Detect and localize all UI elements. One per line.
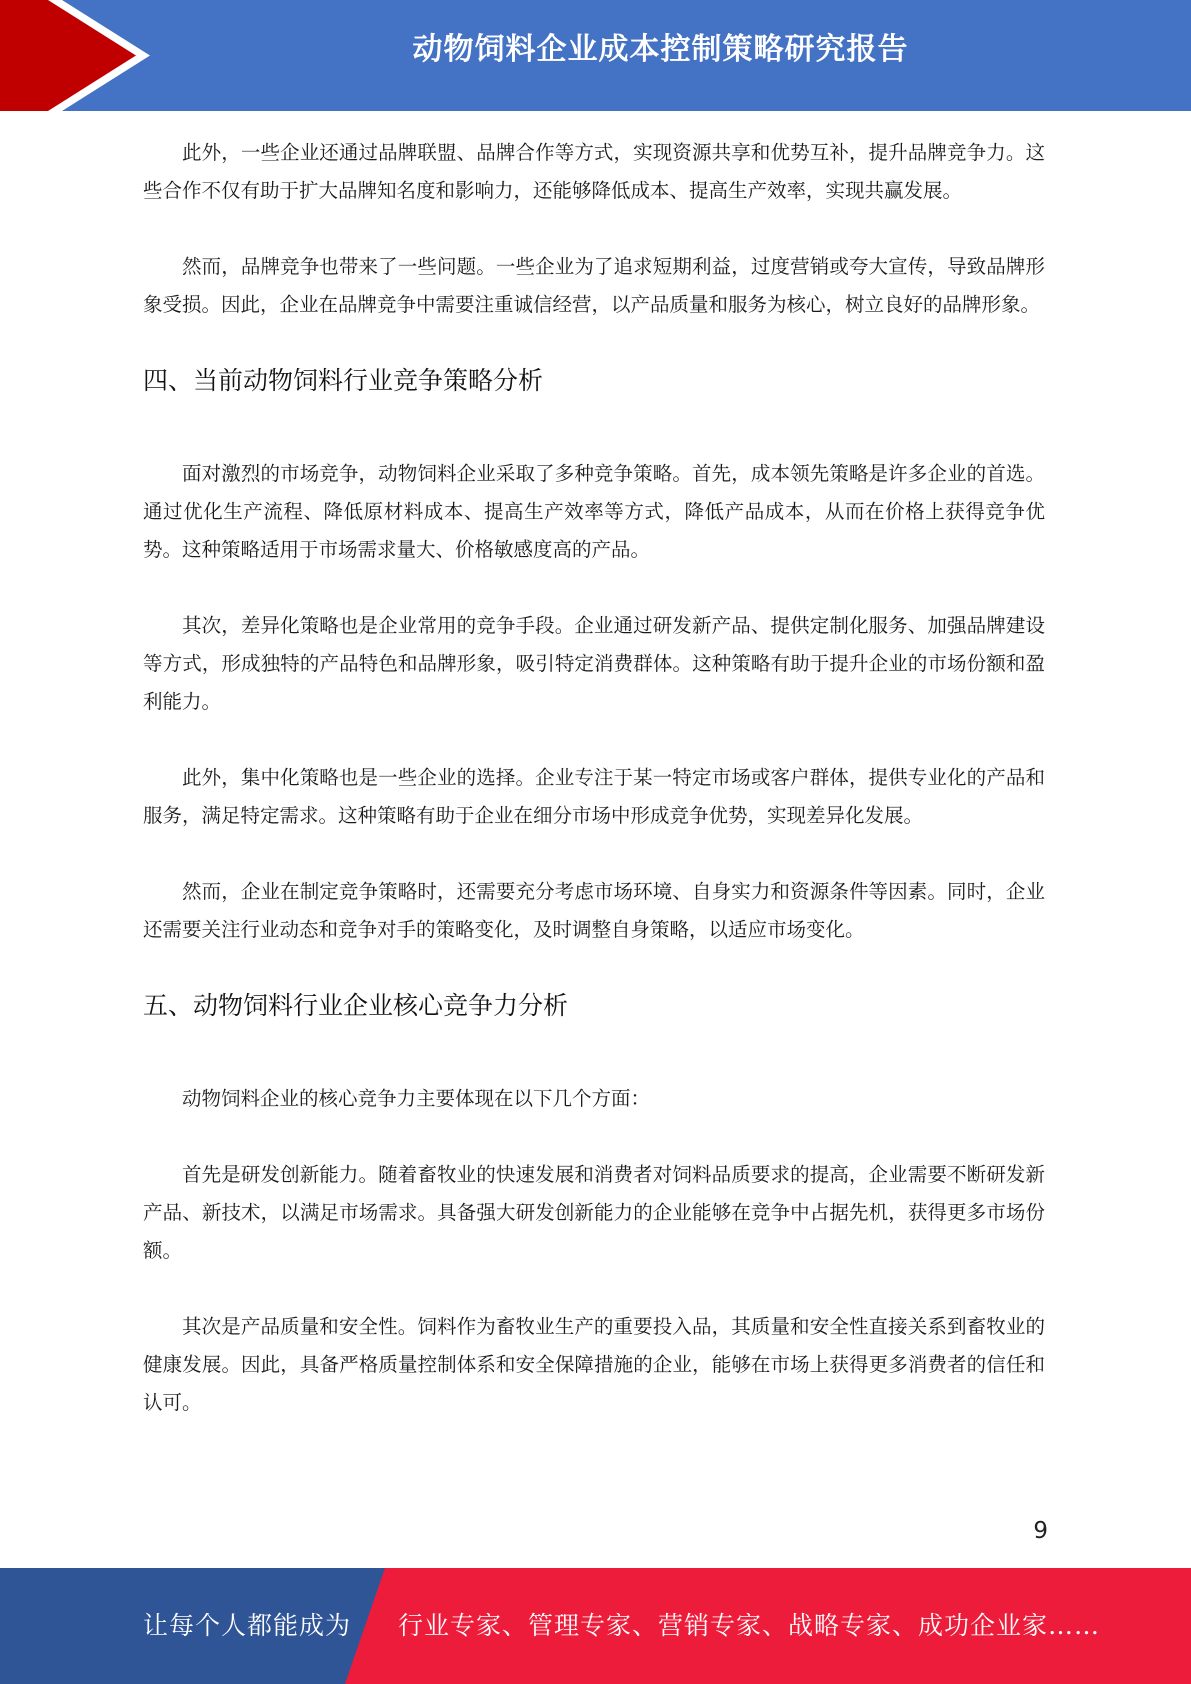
paragraph: 此外，集中化策略也是一些企业的选择。企业专注于某一特定市场或客户群体，提供专业化的产品和服务，满足特定需求。这种策略有助于企业在细分市场中形成竞争优势，实现差异化发展。 xyxy=(143,766,1045,827)
paragraph: 然而，企业在制定竞争策略时，还需要充分考虑市场环境、自身实力和资源条件等因素。同时，企业还需要关注行业动态和竞争对手的策略变化，及时调整自身策略，以适应市场变化。 xyxy=(143,880,1045,941)
section-heading-4: 四、当前动物饲料行业竞争策略分析 xyxy=(143,366,544,395)
paragraph: 面对激烈的市场竞争，动物饲料企业采取了多种竞争策略。首先，成本领先策略是许多企业的首选。通过优化生产流程、降低原材料成本、提高生产效率等方式，降低产品成本，从而在价格上获得竞争优势。这种策略适用于市场需求量大、价格敏感度高的产品。 xyxy=(143,462,1045,561)
page-header xyxy=(0,0,1191,111)
paragraph: 此外，一些企业还通过品牌联盟、品牌合作等方式，实现资源共享和优势互补，提升品牌竞争力。这些合作不仅有助于扩大品牌知名度和影响力，还能够降低成本、提高生产效率，实现共赢发展。 xyxy=(143,141,1045,202)
section-heading-5: 五、动物饲料行业企业核心竞争力分析 xyxy=(143,991,569,1020)
document-title: 动物饲料企业成本控制策略研究报告 xyxy=(412,32,909,67)
footer-slogan-right: 行业专家、管理专家、营销专家、战略专家、成功企业家…… xyxy=(398,1611,1101,1640)
page-number: 9 xyxy=(1033,1518,1048,1544)
paragraph: 动物饲料企业的核心竞争力主要体现在以下几个方面： xyxy=(182,1087,651,1110)
paragraph: 其次，差异化策略也是企业常用的竞争手段。企业通过研发新产品、提供定制化服务、加强品牌建设等方式，形成独特的产品特色和品牌形象，吸引特定消费群体。这种策略有助于提升企业的市场份额和盈利能力。 xyxy=(143,614,1045,713)
paragraph: 然而，品牌竞争也带来了一些问题。一些企业为了追求短期利益，过度营销或夸大宣传，导致品牌形象受损。因此，企业在品牌竞争中需要注重诚信经营，以产品质量和服务为核心，树立良好的品牌形象。 xyxy=(143,255,1045,316)
page-footer xyxy=(0,1568,1191,1684)
paragraph: 其次是产品质量和安全性。饲料作为畜牧业生产的重要投入品，其质量和安全性直接关系到畜牧业的健康发展。因此，具备严格质量控制体系和安全保障措施的企业，能够在市场上获得更多消费者的信任和认可。 xyxy=(143,1315,1045,1414)
footer-slogan-left: 让每个人都能成为 xyxy=(143,1611,352,1640)
paragraph: 首先是研发创新能力。随着畜牧业的快速发展和消费者对饲料品质要求的提高，企业需要不断研发新产品、新技术，以满足市场需求。具备强大研发创新能力的企业能够在竞争中占据先机，获得更多市场份额。 xyxy=(143,1163,1045,1262)
main-content xyxy=(143,134,1045,1422)
